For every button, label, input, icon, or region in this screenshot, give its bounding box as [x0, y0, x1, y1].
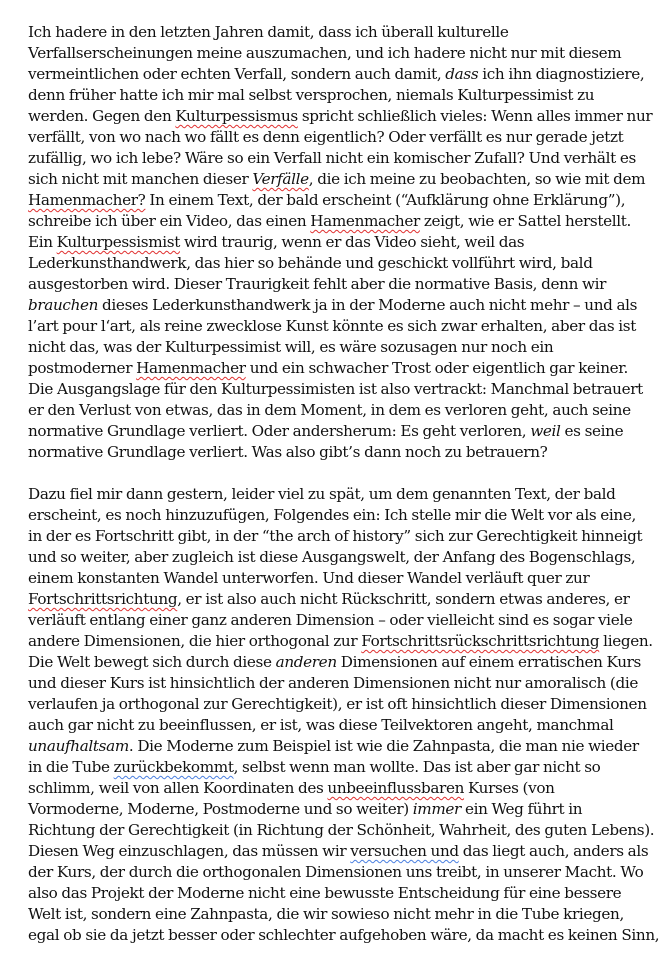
- text-run: es seine: [560, 422, 624, 440]
- text-run: postmoderner: [28, 359, 137, 377]
- text-run: Verfallserscheinungen meine auszumachen, und ich hadere nicht nur mit diesem: [28, 44, 622, 62]
- text-run: ich ihn diagnostiziere,: [478, 65, 645, 83]
- text-run: sich nicht mit manchen dieser: [28, 170, 253, 188]
- text-line: [28, 568, 652, 589]
- text-run: in die Tube: [28, 758, 114, 776]
- text-run: einem konstanten Wandel unterworfen. Und dieser Wandel verläuft quer zur: [28, 569, 590, 587]
- text-run: In einem Text, der bald erscheint (“Aufklärung ohne Erklärung”),: [145, 191, 626, 209]
- grammar-suggestion-word[interactable]: versuchen und: [350, 842, 459, 860]
- emphasized-text: brauchen: [28, 296, 99, 314]
- emphasized-text: dass: [445, 65, 479, 83]
- text-run: liegen.: [599, 632, 653, 650]
- text-run: Ein: [28, 233, 57, 251]
- spelling-error-word[interactable]: Fortschrittsrückschrittsrichtung: [361, 632, 600, 650]
- text-run: nicht das, was der Kulturpessimist will, es wäre sozusagen nur noch ein: [28, 338, 554, 356]
- text-run: Kurses (von: [464, 779, 555, 797]
- text-line: [28, 127, 652, 148]
- text-run: er den Verlust von etwas, das in dem Moment, in dem es verloren geht, auch seine: [28, 401, 631, 419]
- text-line: [28, 715, 652, 736]
- text-run: verfällt, von wo nach wo fällt es denn eigentlich? Oder verfällt es nur gerade jetzt: [28, 128, 624, 146]
- text-line: [28, 253, 652, 274]
- text-line: [28, 421, 652, 442]
- text-run: , die ich meine zu beobachten, so wie mit dem: [308, 170, 646, 188]
- text-run: Richtung der Gerechtigkeit (in Richtung der Schönheit, Wahrheit, des guten Lebens).: [28, 821, 655, 839]
- text-run: normative Grundlage verliert. Oder andersherum: Es geht verloren,: [28, 422, 531, 440]
- emphasized-text: anderen: [275, 653, 337, 671]
- spelling-error-word[interactable]: Verfälle: [252, 170, 309, 188]
- text-line: [28, 820, 655, 841]
- text-run: zufällig, wo ich lebe? Wäre so ein Verfall nicht ein komischer Zufall? Und verhält es: [28, 149, 636, 167]
- text-line: [28, 841, 652, 862]
- spelling-error-word[interactable]: Kulturpessismist: [56, 233, 180, 251]
- text-run: Diesen Weg einzuschlagen, das müssen wir: [28, 842, 351, 860]
- text-run: werden. Gegen den: [28, 107, 176, 125]
- text-line: [28, 904, 652, 925]
- text-line: [28, 925, 660, 946]
- text-run: und dieser Kurs ist hinsichtlich der anderen Dimensionen nicht nur amoralisch (die: [28, 674, 639, 692]
- text-line: [28, 799, 652, 820]
- text-run: der Kurs, der durch die orthogonalen Dimensionen uns treibt, in unserer Macht. Wo: [28, 863, 644, 881]
- text-line: [28, 610, 652, 631]
- text-line: [28, 43, 652, 64]
- text-run: andere Dimensionen, die hier orthogonal zur: [28, 632, 362, 650]
- text-line: [28, 358, 652, 379]
- text-line: [28, 883, 652, 904]
- text-run: erscheint, es noch hinzuzufügen, Folgendes ein: Ich stelle mir die Welt vor als eine,: [28, 506, 636, 524]
- text-line: [28, 694, 652, 715]
- text-line: [28, 862, 652, 883]
- paragraph-1[interactable]: [28, 22, 652, 463]
- text-line: [28, 295, 652, 316]
- text-line: [28, 400, 652, 421]
- text-run: zeigt, wie er Sattel herstellt.: [419, 212, 632, 230]
- text-run: spricht schließlich vieles: Wenn alles immer nur: [297, 107, 653, 125]
- text-line: [28, 526, 652, 547]
- text-line: [28, 547, 652, 568]
- text-run: und ein schwacher Trost oder eigentlich gar keiner.: [245, 359, 628, 377]
- text-run: , er ist also auch nicht Rückschritt, sondern etwas anderes, er: [177, 590, 630, 608]
- text-line: [28, 190, 652, 211]
- text-run: . Die Moderne zum Beispiel ist wie die Zahnpasta, die man nie wieder: [128, 737, 639, 755]
- text-line: [28, 64, 652, 85]
- emphasized-text: weil: [530, 422, 561, 440]
- text-line: [28, 232, 652, 253]
- paragraph-2[interactable]: [28, 484, 660, 946]
- text-run: l’art pour l‘art, als reine zwecklose Kunst könnte es sich zwar erhalten, aber das ist: [28, 317, 636, 335]
- text-run: Die Welt bewegt sich durch diese: [28, 653, 276, 671]
- text-run: Die Ausgangslage für den Kulturpessimisten ist also vertrackt: Manchmal betrauert: [28, 380, 643, 398]
- text-run: Lederkunsthandwerk, das hier so behände und geschickt vollführt wird, bald: [28, 254, 593, 272]
- text-run: egal ob sie da jetzt besser oder schlechter aufgehoben wäre, da macht es keinen Sinn,: [28, 926, 660, 944]
- text-line: [28, 211, 652, 232]
- text-run: verlaufen ja orthogonal zur Gerechtigkeit), er ist oft hinsichtlich dieser Dimensionen: [28, 695, 647, 713]
- text-run: verläuft entlang einer ganz anderen Dimension – oder vielleicht sind es sogar viele: [28, 611, 633, 629]
- text-run: ein Weg führt in: [460, 800, 583, 818]
- text-run: Dazu fiel mir dann gestern, leider viel zu spät, um dem genannten Text, der bald: [28, 485, 616, 503]
- document-page[interactable]: [28, 22, 660, 967]
- text-run: dieses Lederkunsthandwerk ja in der Moderne auch nicht mehr – und als: [98, 296, 638, 314]
- spelling-error-word[interactable]: Hamenmacher: [310, 212, 420, 230]
- text-line: [28, 757, 652, 778]
- emphasized-text: unaufhaltsam: [28, 737, 129, 755]
- text-line: [28, 589, 652, 610]
- emphasized-text: immer: [412, 800, 461, 818]
- text-line: [28, 169, 652, 190]
- text-line: [28, 337, 652, 358]
- text-line: [28, 673, 652, 694]
- text-line: [28, 484, 652, 505]
- text-line: [28, 106, 652, 127]
- text-run: das liegt auch, anders als: [458, 842, 649, 860]
- spelling-error-word[interactable]: unbeeinflussbaren: [327, 779, 465, 797]
- text-line: [28, 379, 652, 400]
- text-run: denn früher hatte ich mir mal selbst versprochen, niemals Kulturpessimist zu: [28, 86, 595, 104]
- spelling-error-word[interactable]: Kulturpessismus: [175, 107, 298, 125]
- text-run: Welt ist, sondern eine Zahnpasta, die wir sowieso nicht mehr in die Tube kriegen,: [28, 905, 624, 923]
- text-line: [28, 652, 652, 673]
- spelling-error-word[interactable]: Hamenmacher?: [28, 191, 146, 209]
- text-line: [28, 442, 652, 463]
- text-run: ausgestorben wird. Dieser Traurigkeit fehlt aber die normative Basis, denn wir: [28, 275, 607, 293]
- text-line: [28, 85, 652, 106]
- spelling-error-word[interactable]: Fortschrittsrichtung: [28, 590, 178, 608]
- text-run: Vormoderne, Moderne, Postmoderne und so weiter): [28, 800, 413, 818]
- text-run: Ich hadere in den letzten Jahren damit, dass ich überall kulturelle: [28, 23, 509, 41]
- text-line: [28, 274, 652, 295]
- text-line: [28, 22, 652, 43]
- text-run: in der es Fortschritt gibt, in der “the arch of history” sich zur Gerechtigkeit hinneigt: [28, 527, 643, 545]
- text-line: [28, 505, 652, 526]
- text-line: [28, 316, 652, 337]
- text-line: [28, 736, 652, 757]
- text-run: Dimensionen auf einem erratischen Kurs: [336, 653, 641, 671]
- text-run: vermeintlichen oder echten Verfall, sondern auch damit,: [28, 65, 446, 83]
- text-line: [28, 148, 652, 169]
- text-run: schlimm, weil von allen Koordinaten des: [28, 779, 328, 797]
- text-run: auch gar nicht zu beeinflussen, er ist, was diese Teilvektoren angeht, manchmal: [28, 716, 614, 734]
- text-run: schreibe ich über ein Video, das einen: [28, 212, 311, 230]
- text-run: also das Projekt der Moderne nicht eine bewusste Entscheidung für eine bessere: [28, 884, 622, 902]
- text-run: normative Grundlage verliert. Was also gibt’s dann noch zu betrauern?: [28, 443, 548, 461]
- spelling-error-word[interactable]: Hamenmacher: [136, 359, 246, 377]
- text-run: , selbst wenn man wollte. Das ist aber gar nicht so: [233, 758, 601, 776]
- text-line: [28, 778, 652, 799]
- text-run: wird traurig, wenn er das Video sieht, weil das: [179, 233, 525, 251]
- grammar-suggestion-word[interactable]: zurückbekommt: [113, 758, 234, 776]
- text-line: [28, 631, 652, 652]
- text-run: und so weiter, aber zugleich ist diese Ausgangswelt, der Anfang des Bogenschlags,: [28, 548, 636, 566]
